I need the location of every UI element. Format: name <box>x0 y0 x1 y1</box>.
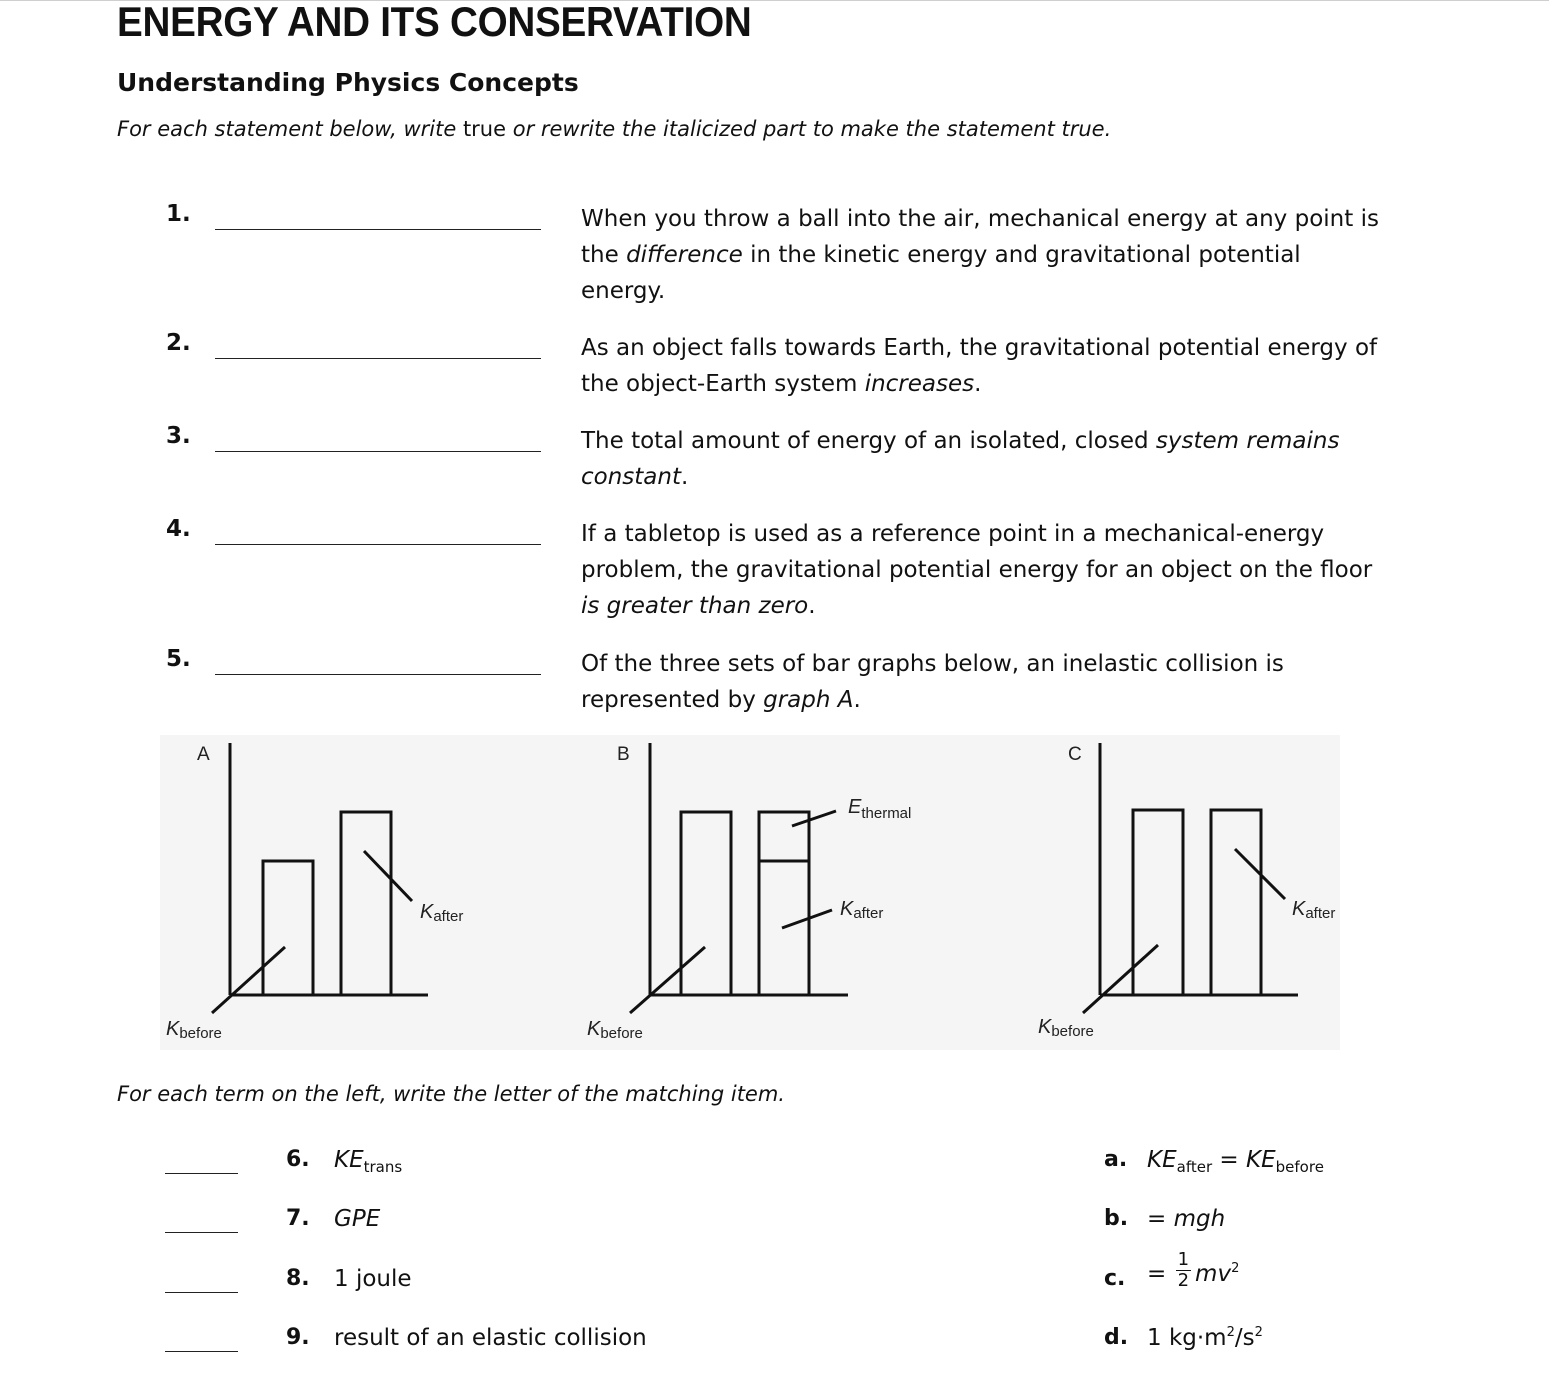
graph-c-bar-before <box>1133 810 1183 995</box>
italic-part: difference <box>626 242 743 268</box>
instruction-text: For each statement below, write <box>117 117 463 141</box>
graph-c-k-before-label <box>1038 1016 1094 1040</box>
item-letter: b. <box>1104 1206 1129 1231</box>
item-definition <box>1147 1147 1324 1176</box>
fraction-denominator: 2 <box>1177 1270 1190 1291</box>
graph-a <box>212 743 428 1013</box>
matching-blank-7[interactable] <box>165 1232 238 1233</box>
k-symbol: K <box>166 1018 180 1040</box>
graph-a-k-before-label <box>166 1018 222 1042</box>
item-letter: d. <box>1104 1325 1129 1350</box>
question-text-part: . <box>681 464 689 490</box>
graph-b-bar-before <box>681 812 731 995</box>
question-text-part: . <box>808 593 816 619</box>
page-title: ENERGY AND ITS CONSERVATION <box>117 0 752 45</box>
section-subtitle: Understanding Physics Concepts <box>117 68 579 97</box>
graph-b-e-thermal-label <box>848 796 911 822</box>
question-number: 4. <box>166 516 191 542</box>
answer-blank-1[interactable] <box>215 229 541 230</box>
subscript: before <box>1275 1158 1324 1176</box>
k-symbol: K <box>1292 898 1306 920</box>
def-symbol: KE <box>1246 1147 1276 1173</box>
subscript: after <box>1176 1158 1213 1176</box>
subscript: before <box>179 1025 222 1042</box>
graph-b-pointer-after <box>782 910 832 928</box>
graph-c-k-after-label <box>1292 898 1335 922</box>
italic-part: is greater than zero <box>581 593 809 619</box>
instruction-true-word: true <box>462 117 507 141</box>
graph-b-k-before-label <box>587 1018 643 1042</box>
term: 1 joule <box>334 1266 412 1292</box>
def-unit: /s <box>1234 1325 1255 1351</box>
question-text-part: When you throw a ball into the air, mechanical energy at any point is the <box>581 206 1379 268</box>
question-text <box>581 646 1381 718</box>
subscript: before <box>1051 1023 1094 1040</box>
graph-b-pointer-before <box>630 947 705 1013</box>
graph-b-bar-after <box>759 812 809 995</box>
question-number: 2. <box>166 330 191 356</box>
k-symbol: K <box>840 898 854 920</box>
def-unit: 1 kg·m <box>1147 1325 1227 1351</box>
question-text <box>581 516 1381 624</box>
question-number: 5. <box>166 646 191 672</box>
graph-b <box>630 743 848 1013</box>
item-definition <box>1147 1249 1240 1295</box>
term-number: 7. <box>286 1206 310 1231</box>
term-number: 9. <box>286 1325 310 1350</box>
subscript: trans <box>363 1158 403 1176</box>
fraction-numerator: 1 <box>1177 1249 1190 1270</box>
question-text-part: . <box>974 371 982 397</box>
subscript: thermal <box>861 805 912 822</box>
graph-c-bar-after <box>1211 810 1261 995</box>
matching-blank-6[interactable] <box>165 1173 238 1174</box>
question-text <box>581 423 1381 495</box>
question-text-part: As an object falls towards Earth, the gravitational potential energy of the object-Earth system <box>581 335 1378 397</box>
superscript: 2 <box>1254 1325 1263 1340</box>
matching-row-9 <box>0 1325 1549 1365</box>
item-definition <box>1147 1206 1225 1232</box>
superscript: 2 <box>1231 1261 1240 1276</box>
equals-sign: = <box>1212 1147 1247 1173</box>
k-symbol: K <box>587 1018 601 1040</box>
item-definition <box>1147 1325 1263 1351</box>
superscript: 2 <box>1226 1325 1235 1340</box>
question-text <box>581 330 1381 402</box>
item-letter: c. <box>1104 1266 1126 1291</box>
graph-c-label: C <box>1068 744 1082 765</box>
k-symbol: K <box>420 901 434 923</box>
term-number: 8. <box>286 1266 310 1291</box>
item-letter: a. <box>1104 1147 1128 1172</box>
instruction-text: or rewrite the italicized part to make the statement true. <box>506 117 1112 141</box>
answer-blank-2[interactable] <box>215 358 541 359</box>
graph-a-label: A <box>197 744 210 765</box>
bar-graphs-svg <box>160 735 1340 1050</box>
def-formula: mv <box>1195 1261 1232 1287</box>
statement-instructions <box>117 117 1111 141</box>
graph-b-label: B <box>617 744 630 765</box>
graph-b-k-after-label <box>840 898 883 922</box>
answer-blank-5[interactable] <box>215 674 541 675</box>
equals-sign: = <box>1147 1261 1174 1287</box>
matching-blank-9[interactable] <box>165 1351 238 1352</box>
k-symbol: K <box>1038 1016 1052 1038</box>
italic-part: increases <box>864 371 975 397</box>
graph-a-bar-after <box>341 812 391 995</box>
term <box>334 1147 402 1176</box>
subscript: after <box>1305 905 1336 922</box>
term-symbol: KE <box>334 1147 364 1173</box>
question-text-part: in the kinetic energy and gravitational potential energy. <box>581 242 1301 304</box>
bar-graph-figure <box>160 735 1340 1050</box>
question-text <box>581 201 1381 309</box>
italic-part: system remains constant <box>581 428 1340 490</box>
answer-blank-4[interactable] <box>215 544 541 545</box>
question-text-part: If a tabletop is used as a reference point in a mechanical-energy problem, the gravitational potential energy for an object on the floor <box>581 521 1373 583</box>
equals-sign: = <box>1147 1206 1174 1232</box>
def-symbol: KE <box>1147 1147 1177 1173</box>
question-number: 3. <box>166 423 191 449</box>
graph-c-pointer-before <box>1083 945 1158 1013</box>
question-text-part: Of the three sets of bar graphs below, an inelastic collision is represented by <box>581 651 1284 713</box>
subscript: after <box>433 908 464 925</box>
graph-a-pointer-after <box>364 851 412 901</box>
question-number: 1. <box>166 201 191 227</box>
subscript: before <box>600 1025 643 1042</box>
e-symbol: E <box>848 796 862 818</box>
italic-part: graph A <box>763 687 854 713</box>
term: result of an elastic collision <box>334 1325 647 1351</box>
graph-a-k-after-label <box>420 901 463 925</box>
subscript: after <box>853 905 884 922</box>
graph-c <box>1083 743 1298 1013</box>
def-formula: mgh <box>1173 1206 1226 1232</box>
graph-a-pointer-before <box>212 947 285 1013</box>
matching-blank-8[interactable] <box>165 1292 238 1293</box>
term: GPE <box>334 1206 381 1232</box>
question-text-part: . <box>853 687 861 713</box>
term-number: 6. <box>286 1147 310 1172</box>
matching-row-8 <box>0 1249 1549 1306</box>
matching-row-7 <box>0 1206 1549 1246</box>
matching-instructions: For each term on the left, write the letter of the matching item. <box>117 1082 785 1106</box>
answer-blank-3[interactable] <box>215 451 541 452</box>
matching-row-6 <box>0 1147 1549 1187</box>
question-text-part: The total amount of energy of an isolated, closed <box>581 428 1156 454</box>
graph-a-bar-before <box>263 861 313 995</box>
fraction <box>1176 1250 1191 1291</box>
